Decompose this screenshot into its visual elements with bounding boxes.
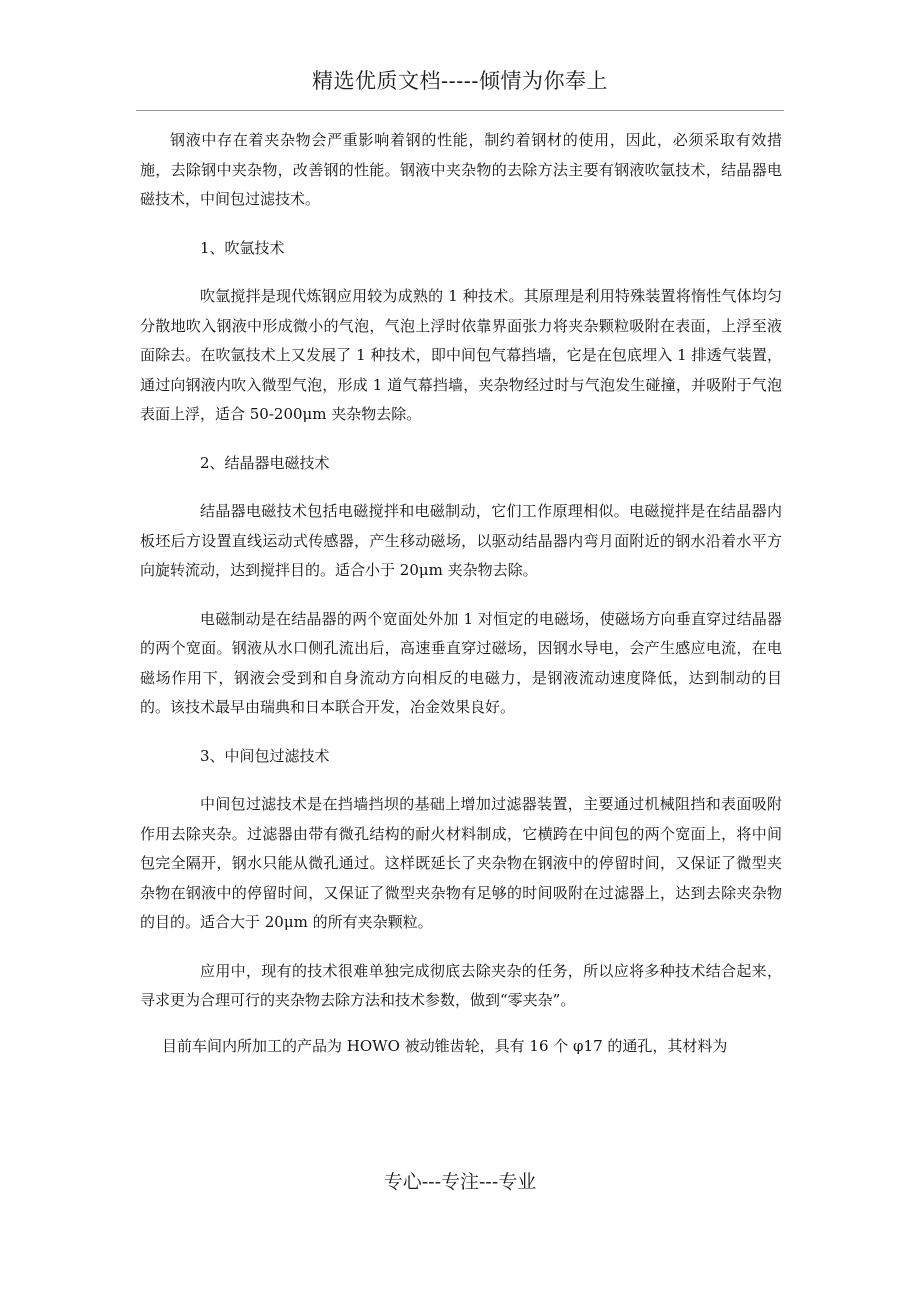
footer-text: 专心---专注---专业 <box>383 1171 537 1193</box>
document-body <box>140 126 782 1061</box>
section-heading-filtration: 3、中间包过滤技术 <box>200 746 330 765</box>
section-paragraph-application: 应用中，现有的技术很难单独完成彻底去除夹杂的任务，所以应将多种技术结合起来，寻求更为合理可行的夹杂物去除方法和技术参数，做到“零夹杂”。 <box>140 961 782 1009</box>
section-heading-electromagnetic: 2、结晶器电磁技术 <box>200 453 330 472</box>
section-paragraph-stirring: 结晶器电磁技术包括电磁搅拌和电磁制动，它们工作原理相似。电磁搅拌是在结晶器内板坯后方设置直线运动式传感器，产生移动磁场，以驱动结晶器内弯月面附近的钢水沿着水平方向旋转流动，达到搅拌目的。适合小于 20μm 夹杂物去除。 <box>140 502 782 579</box>
header-title: 精选优质文档-----倾情为你奉上 <box>312 69 608 93</box>
page-footer <box>0 1166 920 1198</box>
section-heading-argon: 1、吹氩技术 <box>200 238 285 257</box>
intro-paragraph: 钢液中存在着夹杂物会严重影响着钢的性能，制约着钢材的使用，因此，必须采取有效措施，去除钢中夹杂物，改善钢的性能。钢液中夹杂物的去除方法主要有钢液吹氩技术，结晶器电磁技术，中间包过滤技术。 <box>140 131 782 208</box>
section-paragraph-braking: 电磁制动是在结晶器的两个宽面处外加 1 对恒定的电磁场，使磁场方向垂直穿过结晶器的两个宽面。钢液从水口侧孔流出后，高速垂直穿过磁场，因钢水导电，会产生感应电流，在电磁场作用下，钢液会受到和自身流动方向相反的电磁力，是钢液流动速度降低，达到制动的目的。该技术最早由瑞典和日本联合开发，冶金效果良好。 <box>140 609 782 716</box>
closing-paragraph: 目前车间内所加工的产品为 HOWO 被动锥齿轮，具有 16 个 φ17 的通孔，其材料为 <box>162 1036 728 1055</box>
section-paragraph-filtration: 中间包过滤技术是在挡墙挡坝的基础上增加过滤器装置，主要通过机械阻挡和表面吸附作用去除夹杂。过滤器由带有微孔结构的耐火材料制成，它横跨在中间包的两个宽面上，将中间包完全隔开，钢水只能从微孔通过。这样既延长了夹杂物在钢液中的停留时间，又保证了微型夹杂物在钢液中的停留时间，又保证了微型夹杂物有足够的时间吸附在过滤器上，达到去除夹杂物的目的。适合大于 20μm 的所有夹杂颗粒。 <box>140 795 782 931</box>
section-paragraph-argon: 吹氩搅拌是现代炼钢应用较为成熟的 1 种技术。其原理是利用特殊装置将惰性气体均匀分散地吹入钢液中形成微小的气泡，气泡上浮时依靠界面张力将夹杂颗粒吸附在表面，上浮至液面除去。在吹氩技术上又发展了 1 种技术，即中间包气幕挡墙，它是在包底埋入 1 排透气装置，通过向钢液内吹入微型气泡，形成 1 道气幕挡墙，夹杂物经过时与气泡发生碰撞，并吸附于气泡表面上浮，适合 50-200μm 夹杂物去除。 <box>140 287 782 423</box>
page-header <box>136 64 784 111</box>
